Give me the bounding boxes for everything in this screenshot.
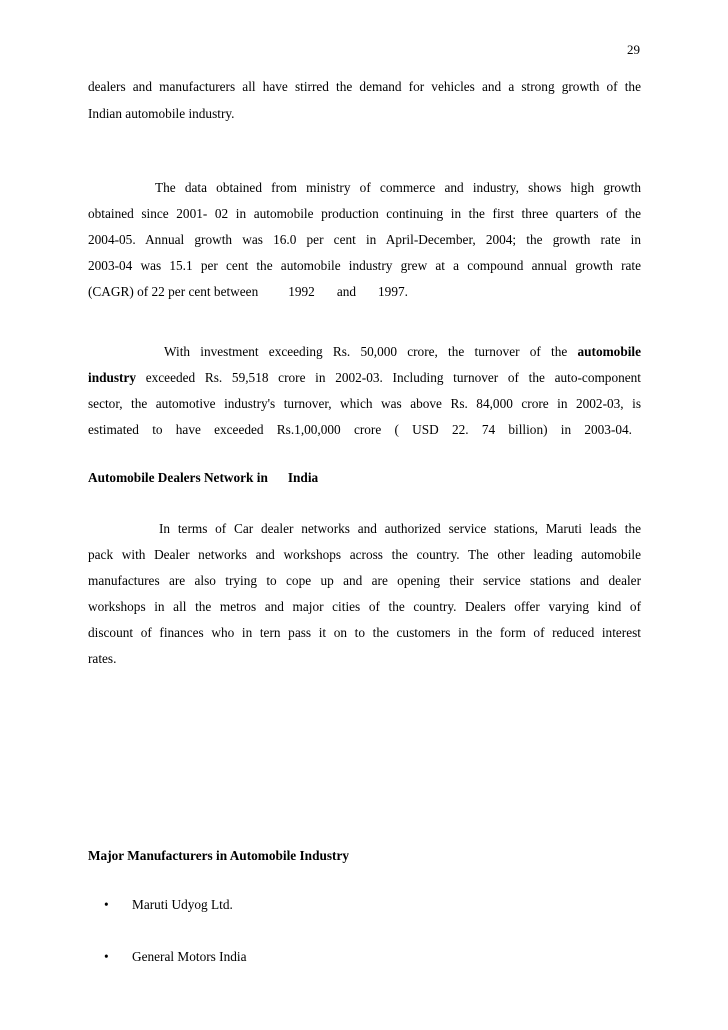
- heading-major-manufacturers: Major Manufacturers in Automobile Industry: [88, 848, 350, 863]
- para4-line2: pack with Dealer networks and workshops across the country. The other leading automobile: [88, 547, 641, 562]
- para3-line2-text: exceeded Rs. 59,518 crore in 2002-03. Including turnover of the auto-component: [145, 370, 641, 385]
- list-item-label: Maruti Udyog Ltd.: [132, 897, 233, 912]
- heading-dealers-network: [88, 470, 318, 486]
- heading-dealers-network-text: Automobile Dealers Network in: [88, 470, 268, 485]
- para4-line4: workshops in all the metros and major cities of the country. Dealers offer varying kind of: [88, 599, 641, 614]
- para3-line1: [88, 344, 641, 360]
- para2-line4: 2003-04 was 15.1 per cent the automobile industry grew at a compound annual growth rate: [88, 258, 641, 273]
- para2-line1: The data obtained from ministry of commerce and industry, shows high growth: [155, 180, 641, 195]
- para3-line1-text: With investment exceeding Rs. 50,000 crore, the turnover of the: [164, 344, 568, 359]
- heading-india: India: [287, 470, 319, 485]
- para2-year-1992: 1992: [288, 284, 315, 299]
- para4-line6: rates.: [88, 651, 117, 666]
- para3-bold-industry: industry: [88, 370, 137, 385]
- para4-line1: In terms of Car dealer networks and authorized service stations, Maruti leads the: [159, 521, 641, 536]
- para2-and: and: [336, 284, 357, 299]
- para4-line5: discount of finances who in tern pass it on to the customers in the form of reduced interest: [88, 625, 641, 640]
- list-item: [104, 949, 246, 965]
- para1-line1: dealers and manufacturers all have stirred the demand for vehicles and a strong growth of the: [88, 79, 641, 94]
- para2-line5: [88, 284, 641, 300]
- list-item: [104, 897, 233, 913]
- bullet-icon: •: [104, 949, 109, 964]
- para4-line3: manufactures are also trying to cope up and are opening their service stations and dealer: [88, 573, 641, 588]
- para2-line5-text: (CAGR) of 22 per cent between: [88, 284, 259, 299]
- para2-line2: obtained since 2001- 02 in automobile production continuing in the first three quarters of the: [88, 206, 641, 221]
- para3-line4: estimated to have exceeded Rs.1,00,000 crore ( USD 22. 74 billion) in 2003-04.: [88, 422, 632, 437]
- para3-bold-automobile: automobile: [577, 344, 641, 359]
- para2-line3: 2004-05. Annual growth was 16.0 per cent in April-December, 2004; the growth rate in: [88, 232, 641, 247]
- para2-year-1997: 1997.: [378, 284, 408, 299]
- para1-line2: Indian automobile industry.: [88, 106, 235, 121]
- para3-line2: [88, 370, 641, 386]
- para3-line3: sector, the automotive industry's turnover, which was above Rs. 84,000 crore in 2002-03, is: [88, 396, 641, 411]
- bullet-icon: •: [104, 897, 109, 912]
- list-item-label: General Motors India: [132, 949, 247, 964]
- page-number: 29: [627, 42, 640, 57]
